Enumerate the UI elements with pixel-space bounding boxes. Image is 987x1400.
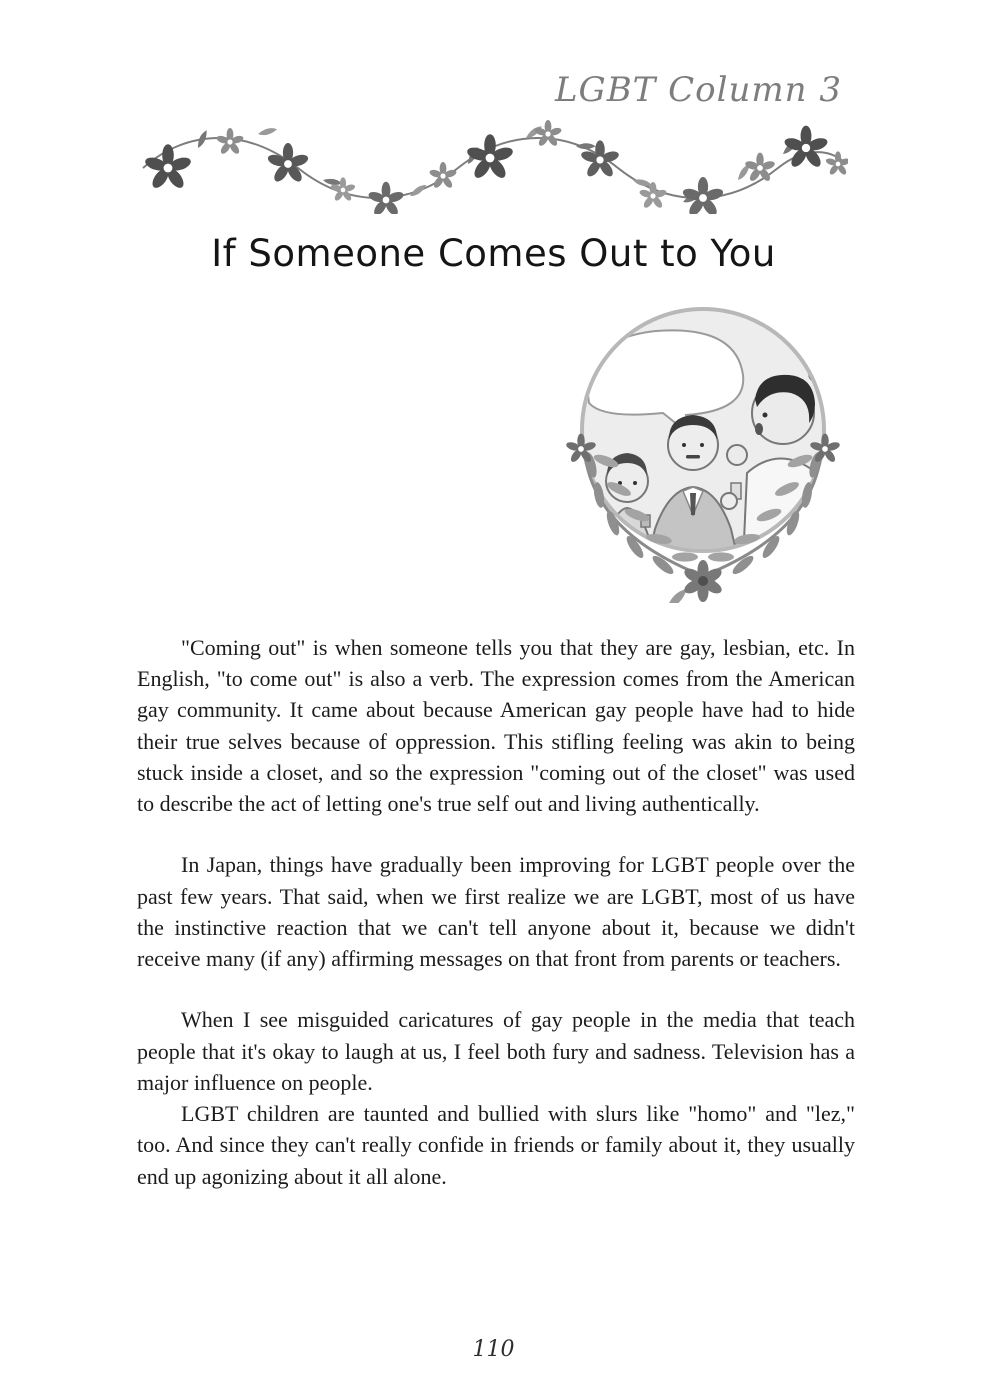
coming-out-illustration <box>551 303 855 603</box>
paragraph-media: When I see misguided caricatures of gay people in the media that teach people that it's okay to laugh at us, I feel both fury and sadness. Television has a major influence on people. <box>137 1007 855 1095</box>
column-label: LGBT Column 3 <box>554 70 842 110</box>
column-header <box>555 70 842 110</box>
page-title: If Someone Comes Out to You <box>211 232 776 275</box>
paragraph-children: LGBT children are taunted and bullied with slurs like "homo" and "lez," too. And since they can't really confide in friends or family about it, they usually end up agonizing about it all alone. <box>137 1101 855 1189</box>
wreath-bottom-flower <box>662 560 724 603</box>
paragraph-coming-out: "Coming out" is when someone tells you that they are gay, lesbian, etc. In English, "to come out" is also a verb. The expression comes from the American gay community. It came about because American gay people have had to hide their true selves because of oppression. This stifling feeling was akin to being stuck inside a closet, and so the expression "coming out of the closet" was used to describe the act of letting one's true self out and living authentically. <box>137 635 855 817</box>
body-text <box>137 632 855 1192</box>
paragraph-in-japan: In Japan, things have gradually been improving for LGBT people over the past few years. That said, when we first realize we are LGBT, most of us have the instinctive reaction that we can't tell anyone about it, because we didn't receive many (if any) affirming messages on that front from parents or teachers. <box>137 852 855 972</box>
page-number: 110 <box>472 1337 515 1362</box>
floral-garland-icon <box>138 118 848 214</box>
